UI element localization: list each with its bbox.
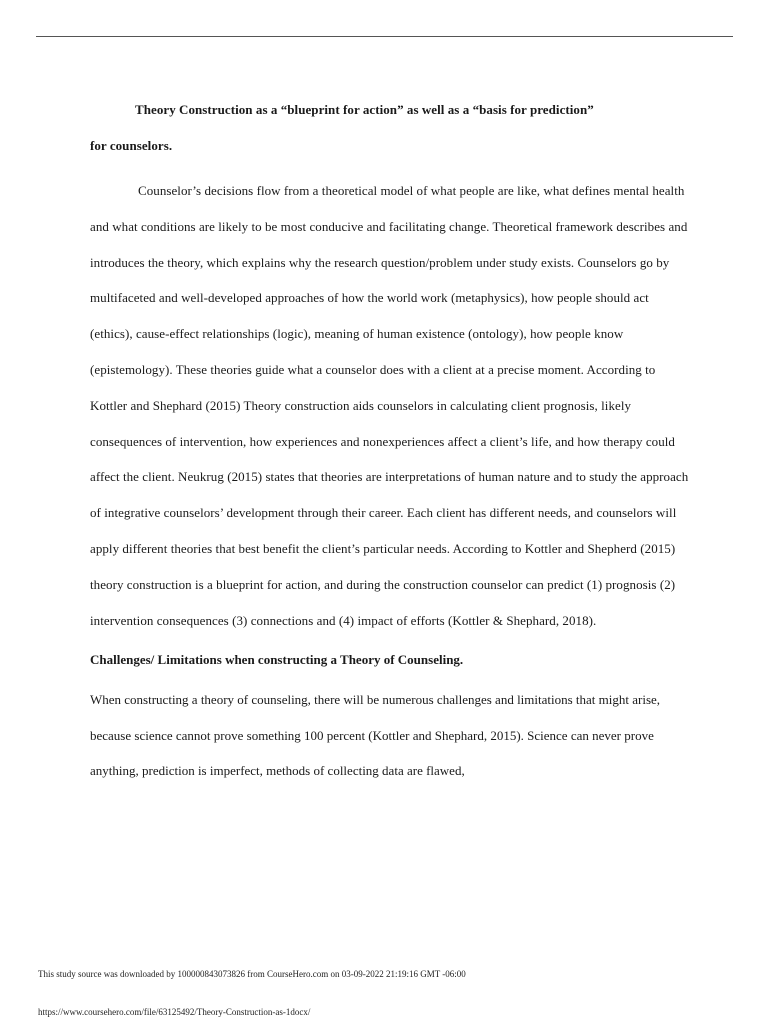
document-body: [90, 92, 690, 789]
paragraph-1-text: Counselor’s decisions flow from a theoretical model of what people are like, what defines mental health and what conditions are likely to be most conducive and facilitating change. Theoretical framework describes and introduces the theory, which explains why the research question/problem under study exists. Counselors go by multifaceted and well-developed approaches of how the world work (metaphysics), how people should act (ethics), cause-effect relationships (logic), meaning of human existence (ontology), how people know (epistemology). These theories guide what a counselor does with a client at a precise moment. According to Kottler and Shephard (2015) Theory construction aids counselors in calculating client prognosis, likely consequences of intervention, how experiences and nonexperiences affect a client’s life, and how therapy could affect the client. Neukrug (2015) states that theories are interpretations of human nature and to study the approach of integrative counselors’ development through their career. Each client has different needs, and counselors will apply different theories that best benefit the client’s particular needs. According to Kottler and Shepherd (2015) theory construction is a blueprint for action, and during the construction counselor can predict (1) prognosis (2) intervention consequences (3) connections and (4) impact of efforts (Kottler & Shephard, 2018).: [90, 183, 689, 628]
paragraph-1: [90, 173, 690, 638]
document-title: [90, 92, 690, 163]
paragraph-2: When constructing a theory of counseling, there will be numerous challenges and limitations that might arise, because science cannot prove something 100 percent (Kottler and Shephard, 2015). Science can never prove anything, prediction is imperfect, methods of collecting data are flawed,: [90, 691, 661, 779]
section-heading: Challenges/ Limitations when constructing a Theory of Counseling.: [90, 652, 464, 668]
page-top-rule: [36, 36, 733, 37]
title-line-2: for counselors.: [90, 137, 173, 153]
source-url[interactable]: https://www.coursehero.com/file/63125492/Theory-Construction-as-1docx/: [38, 1007, 311, 1017]
download-note: This study source was downloaded by 100000843073826 from CourseHero.com on 03-09-2022 21:19:16 GMT -06:00: [38, 969, 466, 979]
title-line-1: Theory Construction as a “blueprint for action” as well as a “basis for prediction”: [135, 102, 594, 117]
